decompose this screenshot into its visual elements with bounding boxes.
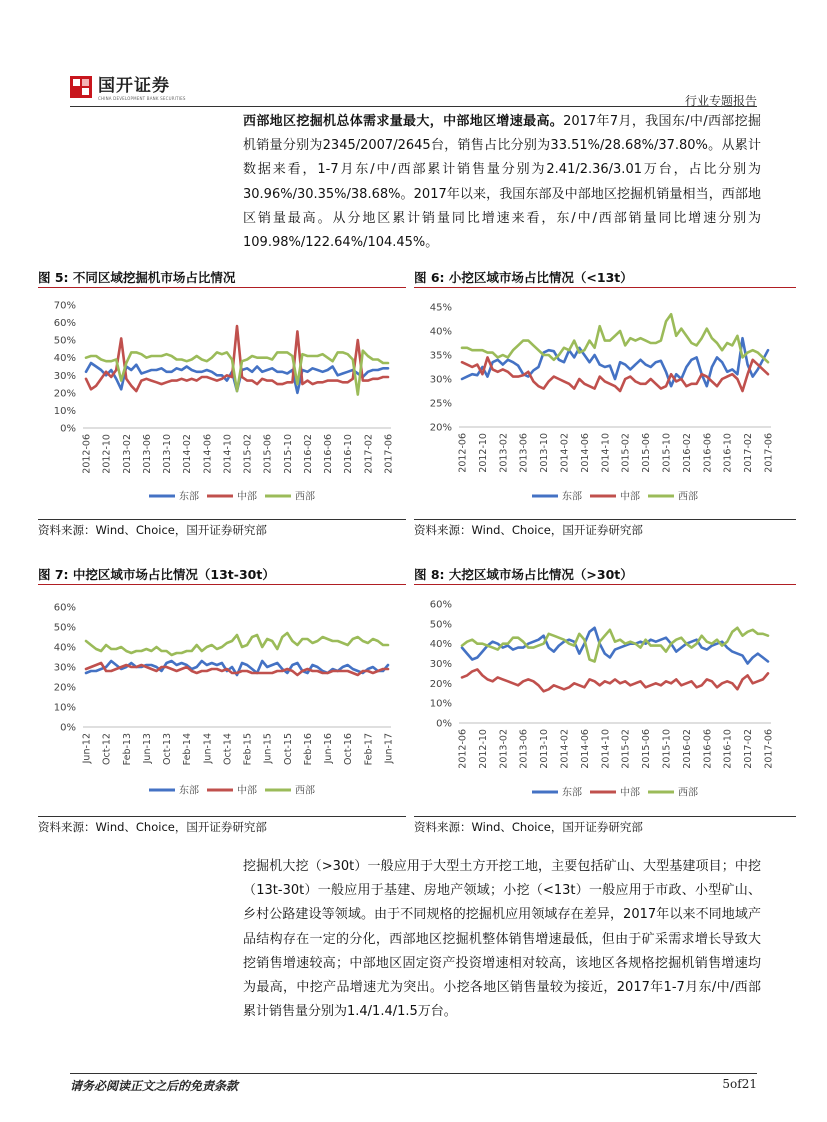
- report-type: 行业专题报告: [684, 94, 757, 108]
- figure-6-source-rule: [414, 519, 796, 520]
- chart-svg: [38, 290, 406, 516]
- figure-5-rule: [38, 287, 406, 288]
- x-tick-label: Feb-13: [121, 733, 133, 766]
- legend-label: 东部: [562, 491, 582, 503]
- figure-7-source-rule: [38, 816, 406, 817]
- legend-label: 中部: [620, 491, 640, 503]
- figure-5-title: 图 5: 不同区域挖掘机市场占比情况: [38, 270, 236, 285]
- x-tick-label: 2012-10: [477, 729, 489, 769]
- x-tick-label: 2012-06: [457, 729, 469, 769]
- y-tick-label: 40%: [53, 642, 76, 654]
- x-tick-label: Feb-15: [242, 733, 254, 766]
- x-tick-label: 2017-02: [743, 433, 755, 473]
- figure-7-chart: [38, 587, 406, 813]
- y-tick-label: 30%: [429, 659, 452, 670]
- y-tick-label: 40%: [429, 639, 452, 651]
- y-tick-label: 0%: [60, 423, 76, 435]
- x-tick-label: 2017-06: [763, 433, 775, 473]
- x-tick-label: 2012-06: [81, 434, 93, 474]
- figure-8-title: 图 8: 大挖区域市场占比情况（>30t）: [414, 567, 633, 582]
- y-tick-label: 60%: [53, 602, 76, 614]
- brand-logo-icon: [70, 76, 92, 98]
- x-tick-label: 2014-10: [600, 433, 612, 473]
- figure-5-source: 资料来源：Wind、Choice，国开证券研究部: [38, 523, 267, 537]
- x-tick-label: 2015-06: [641, 729, 653, 769]
- legend-label: 中部: [237, 785, 257, 797]
- x-tick-label: 2013-02: [498, 729, 510, 769]
- page-number: 5of21: [722, 1077, 757, 1091]
- x-tick-label: 2013-10: [539, 433, 551, 473]
- legend-label: 中部: [237, 491, 257, 503]
- y-tick-label: 50%: [53, 335, 76, 347]
- x-tick-label: 2014-02: [559, 729, 571, 769]
- brand-name: 国开证券: [98, 76, 170, 96]
- x-tick-label: Jun-17: [383, 733, 395, 764]
- y-tick-label: 10%: [429, 698, 452, 710]
- x-tick-label: Feb-14: [182, 733, 194, 766]
- x-tick-label: 2015-02: [620, 729, 632, 769]
- x-tick-label: 2015-10: [661, 433, 673, 473]
- figure-7-rule: [38, 584, 406, 585]
- chart-svg: [414, 290, 796, 516]
- x-tick-label: 2017-06: [763, 729, 775, 769]
- y-tick-label: 25%: [429, 398, 452, 410]
- y-tick-label: 20%: [53, 388, 76, 400]
- y-tick-label: 20%: [53, 682, 76, 694]
- x-tick-label: 2014-06: [579, 729, 591, 769]
- x-tick-label: 2016-02: [302, 434, 314, 474]
- y-tick-label: 0%: [60, 722, 76, 734]
- y-tick-label: 30%: [53, 662, 76, 674]
- chart-svg: [38, 587, 406, 813]
- x-tick-label: 2015-06: [641, 433, 653, 473]
- x-tick-label: 2012-06: [457, 433, 469, 473]
- x-tick-label: 2015-10: [282, 434, 294, 474]
- x-tick-label: 2014-06: [579, 433, 591, 473]
- x-tick-label: 2016-10: [722, 729, 734, 769]
- y-tick-label: 60%: [53, 318, 76, 330]
- x-tick-label: 2014-10: [600, 729, 612, 769]
- intro-paragraph: [243, 110, 761, 255]
- x-tick-label: 2012-10: [101, 434, 113, 474]
- x-tick-label: 2013-06: [141, 434, 153, 474]
- y-tick-label: 0%: [436, 718, 452, 730]
- legend-label: 西部: [678, 787, 698, 799]
- y-tick-label: 40%: [429, 326, 452, 338]
- y-tick-label: 30%: [53, 370, 76, 382]
- x-tick-label: 2013-06: [518, 729, 530, 769]
- x-tick-label: Oct-16: [343, 733, 355, 765]
- x-tick-label: Oct-14: [222, 733, 234, 765]
- x-tick-label: Jun-14: [202, 733, 214, 764]
- x-tick-label: 2016-06: [702, 433, 714, 473]
- series-line-central: [86, 326, 388, 391]
- footer-disclaimer: 请务必阅读正文之后的免责条款: [70, 1079, 239, 1093]
- x-tick-label: 2015-02: [620, 433, 632, 473]
- y-tick-label: 50%: [53, 622, 76, 634]
- x-tick-label: 2017-02: [363, 434, 375, 474]
- figure-5-source-rule: [38, 519, 406, 520]
- figure-8-source: 资料来源：Wind、Choice，国开证券研究部: [414, 820, 643, 834]
- x-tick-label: 2014-10: [222, 434, 234, 474]
- x-tick-label: 2012-10: [477, 433, 489, 473]
- y-tick-label: 20%: [429, 678, 452, 690]
- x-tick-label: 2013-02: [121, 434, 133, 474]
- y-tick-label: 50%: [429, 619, 452, 631]
- x-tick-label: 2015-06: [262, 434, 274, 474]
- series-line-west: [86, 633, 388, 655]
- series-line-west: [462, 628, 768, 662]
- x-tick-label: Jun-12: [81, 733, 93, 764]
- legend-label: 西部: [295, 491, 315, 503]
- y-tick-label: 10%: [53, 702, 76, 714]
- legend-label: 东部: [562, 787, 582, 799]
- x-tick-label: 2013-06: [518, 433, 530, 473]
- legend-label: 中部: [620, 787, 640, 799]
- x-tick-label: 2016-02: [681, 433, 693, 473]
- x-tick-label: Jun-13: [141, 733, 153, 764]
- x-tick-label: 2016-06: [323, 434, 335, 474]
- x-tick-label: Oct-12: [101, 733, 113, 765]
- series-line-central: [86, 663, 388, 675]
- x-tick-label: 2017-06: [383, 434, 395, 474]
- figure-8-source-rule: [414, 816, 796, 817]
- brand-logo: [70, 76, 186, 102]
- y-tick-label: 60%: [429, 599, 452, 611]
- figure-5-chart: [38, 290, 406, 516]
- y-tick-label: 40%: [53, 353, 76, 365]
- figure-6-source: 资料来源：Wind、Choice，国开证券研究部: [414, 523, 643, 537]
- figure-6-chart: [414, 290, 796, 516]
- x-tick-label: 2013-10: [162, 434, 174, 474]
- series-line-west: [462, 314, 768, 362]
- x-tick-label: 2016-10: [722, 433, 734, 473]
- footer-divider: [70, 1073, 757, 1074]
- x-tick-label: 2016-10: [343, 434, 355, 474]
- brand-subtitle: CHINA DEVELOPMENT BANK SECURITIES: [98, 96, 186, 101]
- figure-7-title: 图 7: 中挖区域市场占比情况（13t-30t）: [38, 567, 275, 582]
- x-tick-label: 2016-02: [681, 729, 693, 769]
- x-tick-label: 2016-06: [702, 729, 714, 769]
- x-tick-label: 2015-10: [661, 729, 673, 769]
- figure-8-rule: [414, 584, 796, 585]
- chart-svg: [414, 587, 796, 813]
- body-paragraph-2: 挖掘机大挖（>30t）一般应用于大型土方开挖工地，主要包括矿山、大型基建项目；中挖（13t-30t）一般应用于基建、房地产领域；小挖（<13t）一般应用于市政、小型矿山、乡村公路建设等领域。由于不同规格的挖掘机应用领域存在差异，2017年以来不同地域产品结构存在一定的分化，西部地区挖掘机整体销售增速最低，但由于矿采需求增长导致大挖销售增速较高；中部地区固定资产投资增速相对较高，该地区各规格挖掘机销售增速均为最高，中挖产品增速尤为突出。小挖各地区销售量较为接近，2017年1-7月东/中/西部累计销售量分别为1.4/1.4/1.5万台。: [243, 859, 761, 1020]
- legend-label: 东部: [179, 491, 199, 503]
- y-tick-label: 20%: [429, 422, 452, 434]
- y-tick-label: 10%: [53, 405, 76, 417]
- x-tick-label: 2017-02: [743, 729, 755, 769]
- legend-label: 西部: [678, 491, 698, 503]
- x-tick-label: 2014-02: [182, 434, 194, 474]
- legend-label: 西部: [295, 785, 315, 797]
- x-tick-label: 2013-10: [539, 729, 551, 769]
- figure-8-chart: [414, 587, 796, 813]
- intro-body: 2017年7月，我国东/中/西部挖掘机销量分别为2345/2007/2645台，销售占比分别为33.51%/28.68%/37.80%。从累计数据来看，1-7月东/中/西部累计销售量分别为2.41/2.36/3.01万台，占比分别为30.96%/30.35%/38.68%。2017年以来，我国东部及中部地区挖掘机销量相当，西部地区销量最高。从分地区累计销量同比增速来看，东/中/西部销量同比增速分别为109.98%/122.64%/104.45%。: [243, 114, 761, 251]
- intro-lead: 西部地区挖掘机总体需求量最大，中部地区增速最高。: [243, 114, 564, 129]
- x-tick-label: 2014-02: [559, 433, 571, 473]
- x-tick-label: Jun-15: [262, 733, 274, 764]
- y-tick-label: 35%: [429, 350, 452, 362]
- figure-6-rule: [414, 287, 796, 288]
- x-tick-label: Oct-15: [282, 733, 294, 765]
- x-tick-label: Feb-16: [302, 733, 314, 766]
- x-tick-label: Jun-16: [323, 733, 335, 764]
- x-tick-label: 2015-02: [242, 434, 254, 474]
- x-tick-label: Oct-13: [162, 733, 174, 765]
- header-divider: [70, 106, 757, 107]
- y-tick-label: 45%: [429, 302, 452, 314]
- y-tick-label: 30%: [429, 374, 452, 386]
- x-tick-label: 2014-06: [202, 434, 214, 474]
- legend-label: 东部: [179, 785, 199, 797]
- figure-7-source: 资料来源：Wind、Choice，国开证券研究部: [38, 820, 267, 834]
- x-tick-label: 2013-02: [498, 433, 510, 473]
- x-tick-label: Feb-17: [363, 733, 375, 766]
- figure-6-title: 图 6: 小挖区域市场占比情况（<13t）: [414, 270, 633, 285]
- series-line-central: [462, 669, 768, 691]
- y-tick-label: 70%: [53, 300, 76, 312]
